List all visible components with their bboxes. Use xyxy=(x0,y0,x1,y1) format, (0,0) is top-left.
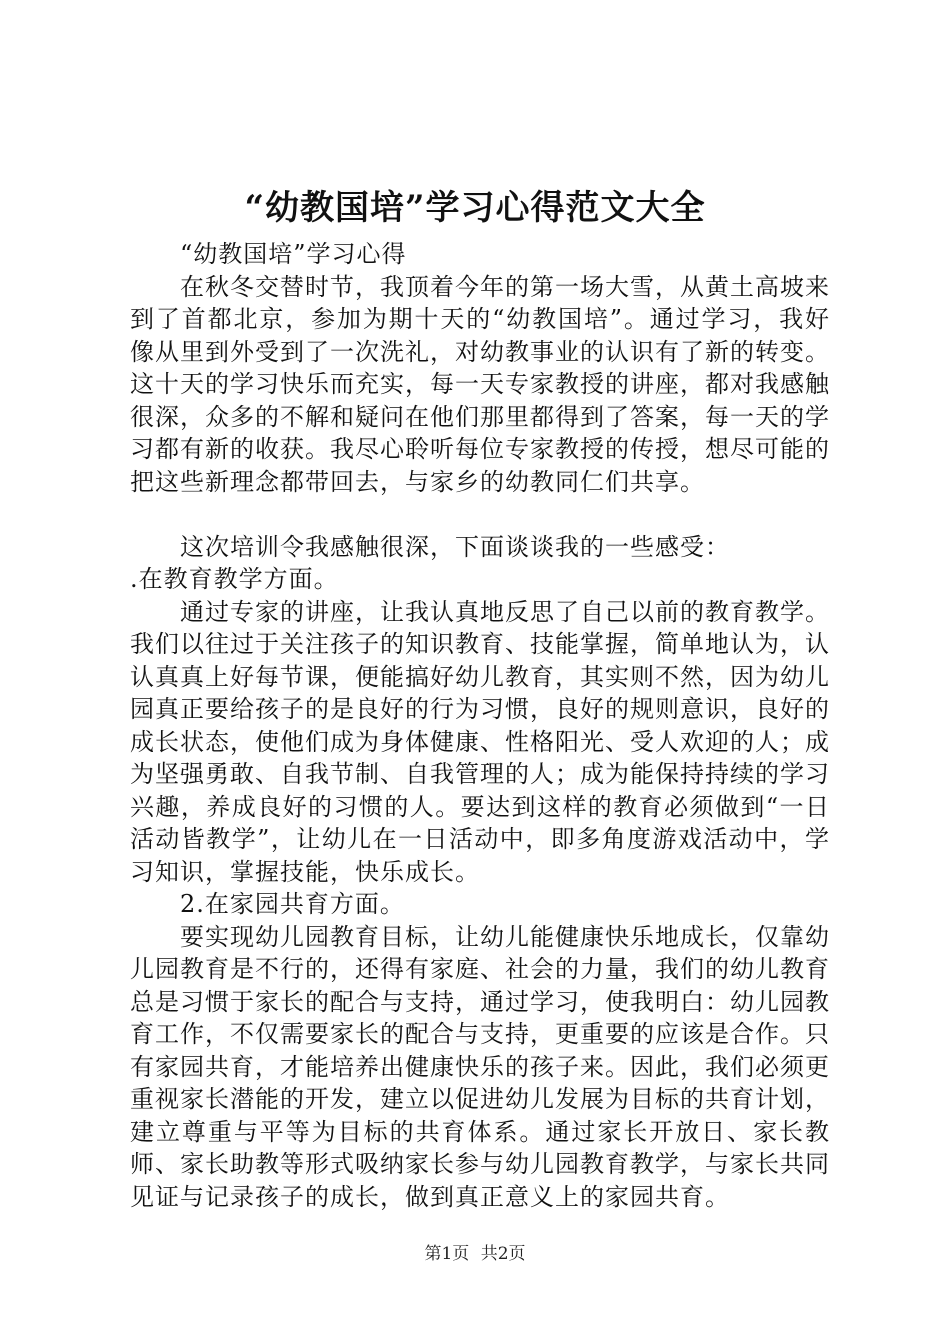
document-title: “幼教国培”学习心得范文大全 xyxy=(244,188,706,228)
paragraph-intro: 在秋冬交替时节，我顶着今年的第一场大雪，从黄土高坡来到了首都北京，参加为期十天的“幼教国培”。通过学习，我好像从里到外受到了一次洗礼，对幼教事业的认识有了新的转变。这十天的学习快乐而充实，每一天专家教授的讲座，都对我感触很深，众多的不解和疑问在他们那里都得到了答案，每一天的学习都有新的收获。我尽心聆听每位专家教授的传授，想尽可能的把这些新理念都带回去，与家乡的幼教同仁们共享。 xyxy=(130,272,830,496)
page-number-current: 第1页 xyxy=(424,1244,470,1264)
paragraph-feelings-intro: 这次培训令我感触很深，下面谈谈我的一些感受： xyxy=(180,532,730,561)
document-body xyxy=(130,238,830,1213)
paragraph-teaching: 通过专家的讲座，让我认真地反思了自己以前的教育教学。我们以往过于关注孩子的知识教育、技能掌握，简单地认为，认认真真上好每节课，便能搞好幼儿教育，其实则不然，因为幼儿园真正要给孩子的是良好的行为习惯，良好的规则意识，良好的成长状态，使他们成为身体健康、性格阳光、受人欢迎的人；成为坚强勇敢、自我节制、自我管理的人；成为能保持持续的学习兴趣，养成良好的习惯的人。要达到这样的教育必须做到“一日活动皆教学”，让幼儿在一日活动中，即多角度游戏活动中，学习知识，掌握技能，快乐成长。 xyxy=(130,597,830,886)
section-heading-home-school: 2.在家园共育方面。 xyxy=(180,890,405,918)
section-heading-teaching: .在教育教学方面。 xyxy=(130,565,339,593)
paragraph-home-school: 要实现幼儿园教育目标，让幼儿能健康快乐地成长，仅靠幼儿园教育是不行的，还得有家庭、社会的力量，我们的幼儿教育总是习惯于家长的配合与支持，通过学习，使我明白：幼儿园教育工作，不仅需要家长的配合与支持，更重要的应该是合作。只有家园共育，才能培养出健康快乐的孩子来。因此，我们必须更重视家长潜能的开发，建立以促进幼儿发展为目标的共育计划，建立尊重与平等为目标的共育体系。通过家长开放日、家长教师、家长助教等形式吸纳家长参与幼儿园教育教学，与家长共同见证与记录孩子的成长，做到真正意义上的家园共育。 xyxy=(130,922,830,1211)
page-number-total: 共2页 xyxy=(480,1244,526,1264)
page-footer xyxy=(0,1242,950,1266)
paragraph-spacer xyxy=(130,498,830,531)
document-subtitle: “幼教国培”学习心得 xyxy=(180,240,407,268)
